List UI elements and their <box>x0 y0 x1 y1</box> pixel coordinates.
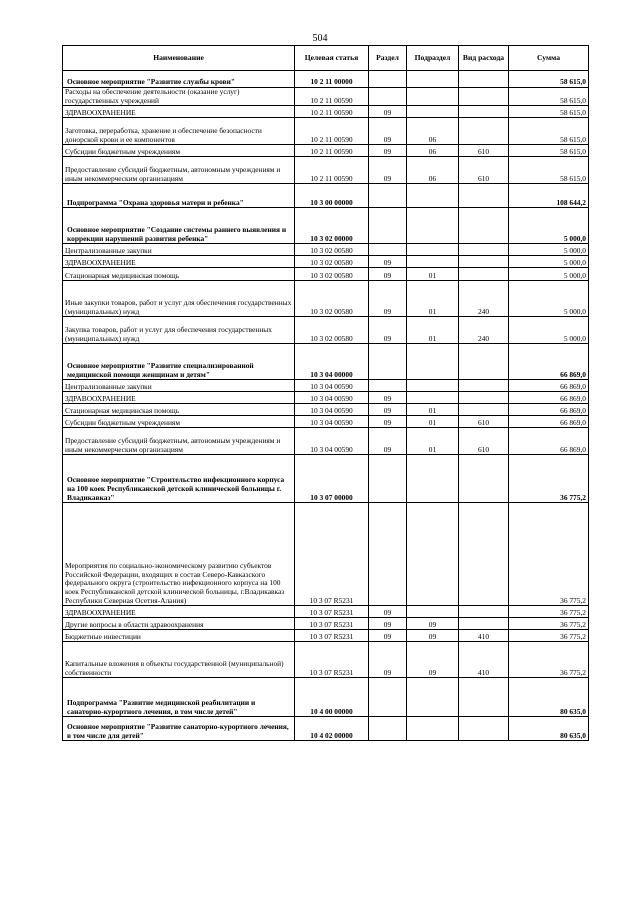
cell-code: 10 3 07 00000 <box>295 455 369 503</box>
cell-type <box>459 244 509 256</box>
cell-sum: 80 635,0 <box>509 678 589 717</box>
cell-code: 10 3 07 R5231 <box>295 606 369 618</box>
cell-section: 09 <box>369 630 407 642</box>
table-row <box>63 428 589 455</box>
cell-name: Капитальные вложения в объекты государственной (муниципальной) собственности <box>63 642 295 678</box>
cell-type: 610 <box>459 416 509 428</box>
cell-subsection: 01 <box>407 416 459 428</box>
cell-name: Бюджетные инвестиции <box>63 630 295 642</box>
table-row <box>63 145 589 157</box>
cell-subsection: 01 <box>407 428 459 455</box>
cell-type <box>459 678 509 717</box>
table-header-row <box>63 46 589 71</box>
cell-section <box>369 344 407 380</box>
table-row <box>63 118 589 145</box>
cell-type <box>459 118 509 145</box>
cell-type <box>459 618 509 630</box>
cell-type <box>459 184 509 208</box>
cell-code: 10 2 11 00000 <box>295 71 369 88</box>
table-row <box>63 416 589 428</box>
cell-section: 09 <box>369 618 407 630</box>
cell-sum: 66 869,0 <box>509 344 589 380</box>
cell-subsection: 06 <box>407 118 459 145</box>
cell-section <box>369 455 407 503</box>
cell-code: 10 4 02 00000 <box>295 717 369 741</box>
cell-subsection <box>407 71 459 88</box>
cell-type <box>459 606 509 618</box>
table-row <box>63 184 589 208</box>
cell-section: 09 <box>369 606 407 618</box>
cell-sum: 36 775,2 <box>509 618 589 630</box>
cell-subsection <box>407 88 459 106</box>
cell-code: 10 3 02 00580 <box>295 281 369 317</box>
cell-type <box>459 256 509 268</box>
cell-name: Основное мероприятие "Развитие санаторно-курортного лечения, в том числе для детей" <box>63 717 295 741</box>
cell-type <box>459 88 509 106</box>
cell-section: 09 <box>369 268 407 281</box>
cell-sum: 58 615,0 <box>509 71 589 88</box>
cell-sum: 58 615,0 <box>509 157 589 184</box>
cell-code: 10 2 11 00590 <box>295 106 369 118</box>
cell-subsection: 06 <box>407 157 459 184</box>
cell-name: Основное мероприятие "Строительство инфекционного корпуса на 100 коек Республиканской детской клинической больницы г. Владикавказ" <box>63 455 295 503</box>
cell-subsection: 01 <box>407 404 459 416</box>
cell-type <box>459 503 509 606</box>
cell-sum: 36 775,2 <box>509 630 589 642</box>
cell-sum: 5 000,0 <box>509 256 589 268</box>
cell-sum: 36 775,2 <box>509 606 589 618</box>
cell-name: Расходы на обеспечение деятельности (оказание услуг) государственных учреждений <box>63 88 295 106</box>
header-subsection: Подраздел <box>407 46 459 71</box>
cell-sum: 5 000,0 <box>509 281 589 317</box>
cell-sum: 36 775,2 <box>509 503 589 606</box>
table-row <box>63 717 589 741</box>
cell-sum: 66 869,0 <box>509 392 589 404</box>
cell-sum: 66 869,0 <box>509 428 589 455</box>
cell-subsection <box>407 256 459 268</box>
cell-name: ЗДРАВООХРАНЕНИЕ <box>63 256 295 268</box>
table-row <box>63 503 589 606</box>
cell-section: 09 <box>369 145 407 157</box>
cell-section: 09 <box>369 642 407 678</box>
cell-type: 240 <box>459 281 509 317</box>
cell-section <box>369 244 407 256</box>
cell-sum: 36 775,2 <box>509 642 589 678</box>
header-code: Целевая статья <box>295 46 369 71</box>
cell-code: 10 3 04 00590 <box>295 392 369 404</box>
table-row <box>63 157 589 184</box>
budget-table <box>62 45 589 741</box>
cell-section <box>369 717 407 741</box>
table-row <box>63 88 589 106</box>
cell-sum: 66 869,0 <box>509 416 589 428</box>
cell-section: 09 <box>369 256 407 268</box>
cell-subsection <box>407 503 459 606</box>
cell-subsection <box>407 344 459 380</box>
cell-type: 610 <box>459 428 509 455</box>
cell-code: 10 3 00 00000 <box>295 184 369 208</box>
cell-subsection: 09 <box>407 642 459 678</box>
table-row <box>63 606 589 618</box>
cell-sum: 58 615,0 <box>509 106 589 118</box>
table-row <box>63 392 589 404</box>
cell-subsection <box>407 208 459 244</box>
cell-sum: 66 869,0 <box>509 404 589 416</box>
table-row <box>63 380 589 392</box>
cell-type <box>459 455 509 503</box>
header-type: Вид расхода <box>459 46 509 71</box>
cell-sum: 66 869,0 <box>509 380 589 392</box>
table-row <box>63 71 589 88</box>
table-row <box>63 106 589 118</box>
header-section: Раздел <box>369 46 407 71</box>
cell-name: Подпрограмма "Охрана здоровья матери и ребенка" <box>63 184 295 208</box>
cell-name: Заготовка, переработка, хранение и обеспечение безопасности донорской крови и ее компонентов <box>63 118 295 145</box>
cell-sum: 80 635,0 <box>509 717 589 741</box>
cell-code: 10 3 04 00590 <box>295 380 369 392</box>
cell-code: 10 3 07 R5231 <box>295 618 369 630</box>
table-row <box>63 268 589 281</box>
cell-section: 09 <box>369 416 407 428</box>
cell-type <box>459 208 509 244</box>
cell-subsection: 06 <box>407 145 459 157</box>
cell-code: 10 2 11 00590 <box>295 118 369 145</box>
table-row <box>63 455 589 503</box>
cell-section: 09 <box>369 281 407 317</box>
cell-name: Иные закупки товаров, работ и услуг для обеспечения государственных (муниципальных) нужд <box>63 281 295 317</box>
table-row <box>63 678 589 717</box>
table-row <box>63 404 589 416</box>
cell-name: Централизованные закупки <box>63 380 295 392</box>
cell-section <box>369 184 407 208</box>
cell-section <box>369 503 407 606</box>
cell-type <box>459 344 509 380</box>
cell-name: Предоставление субсидий бюджетным, автономным учреждениям и иным некоммерческим организациям <box>63 157 295 184</box>
cell-sum: 58 615,0 <box>509 118 589 145</box>
cell-section: 09 <box>369 118 407 145</box>
cell-sum: 58 615,0 <box>509 145 589 157</box>
cell-subsection <box>407 244 459 256</box>
cell-code: 10 3 02 00580 <box>295 244 369 256</box>
cell-sum: 108 644,2 <box>509 184 589 208</box>
cell-subsection <box>407 380 459 392</box>
cell-sum: 5 000,0 <box>509 317 589 344</box>
cell-code: 10 2 11 00590 <box>295 88 369 106</box>
cell-name: Предоставление субсидий бюджетным, автономным учреждениям и иным некоммерческим организациям <box>63 428 295 455</box>
cell-section <box>369 71 407 88</box>
cell-section: 09 <box>369 157 407 184</box>
table-row <box>63 618 589 630</box>
cell-type: 610 <box>459 157 509 184</box>
cell-section: 09 <box>369 404 407 416</box>
cell-code: 10 3 02 00580 <box>295 268 369 281</box>
cell-subsection <box>407 678 459 717</box>
cell-name: ЗДРАВООХРАНЕНИЕ <box>63 392 295 404</box>
cell-code: 10 3 04 00590 <box>295 416 369 428</box>
cell-sum: 5 000,0 <box>509 268 589 281</box>
cell-name: ЗДРАВООХРАНЕНИЕ <box>63 606 295 618</box>
cell-type: 610 <box>459 145 509 157</box>
cell-name: Централизованные закупки <box>63 244 295 256</box>
cell-section: 09 <box>369 106 407 118</box>
cell-subsection <box>407 106 459 118</box>
cell-name: Субсидии бюджетным учреждениям <box>63 145 295 157</box>
table-row <box>63 642 589 678</box>
cell-code: 10 3 04 00000 <box>295 344 369 380</box>
cell-type <box>459 106 509 118</box>
cell-code: 10 3 04 00590 <box>295 404 369 416</box>
header-name: Наименование <box>63 46 295 71</box>
cell-type <box>459 71 509 88</box>
table-row <box>63 281 589 317</box>
cell-type: 240 <box>459 317 509 344</box>
cell-code: 10 2 11 00590 <box>295 145 369 157</box>
cell-section <box>369 678 407 717</box>
table-row <box>63 317 589 344</box>
table-row <box>63 630 589 642</box>
cell-sum: 5 000,0 <box>509 208 589 244</box>
table-row <box>63 344 589 380</box>
cell-section: 09 <box>369 392 407 404</box>
table-row <box>63 208 589 244</box>
page-number: 504 <box>312 33 328 44</box>
cell-subsection <box>407 606 459 618</box>
cell-subsection <box>407 455 459 503</box>
cell-name: Другие вопросы в области здравоохранения <box>63 618 295 630</box>
cell-subsection: 01 <box>407 317 459 344</box>
cell-name: Основное мероприятие "Создание системы раннего выявления и коррекции нарушений развития ребенка" <box>63 208 295 244</box>
cell-name: Субсидии бюджетным учреждениям <box>63 416 295 428</box>
table-row <box>63 244 589 256</box>
cell-section: 09 <box>369 317 407 344</box>
cell-name: Стационарная медицинская помощь <box>63 268 295 281</box>
cell-subsection: 09 <box>407 630 459 642</box>
cell-name: Закупка товаров, работ и услуг для обеспечения государственных (муниципальных) нужд <box>63 317 295 344</box>
cell-code: 10 3 02 00000 <box>295 208 369 244</box>
cell-type <box>459 268 509 281</box>
cell-subsection: 01 <box>407 268 459 281</box>
cell-section <box>369 380 407 392</box>
cell-section: 09 <box>369 428 407 455</box>
cell-section <box>369 208 407 244</box>
cell-code: 10 3 04 00590 <box>295 428 369 455</box>
cell-type <box>459 717 509 741</box>
cell-sum: 5 000,0 <box>509 244 589 256</box>
cell-subsection <box>407 184 459 208</box>
cell-name: Подпрограмма "Развитие медицинской реабилитации и санаторно-курортного лечения, в том числе детей" <box>63 678 295 717</box>
cell-subsection: 01 <box>407 281 459 317</box>
cell-subsection <box>407 717 459 741</box>
cell-subsection: 09 <box>407 618 459 630</box>
cell-code: 10 3 07 R5231 <box>295 642 369 678</box>
cell-type <box>459 380 509 392</box>
cell-type <box>459 392 509 404</box>
cell-subsection <box>407 392 459 404</box>
cell-code: 10 3 02 00580 <box>295 256 369 268</box>
cell-code: 10 3 02 00580 <box>295 317 369 344</box>
cell-sum: 36 775,2 <box>509 455 589 503</box>
cell-name: ЗДРАВООХРАНЕНИЕ <box>63 106 295 118</box>
cell-code: 10 3 07 R5231 <box>295 503 369 606</box>
cell-name: Мероприятия по социально-экономическому развитию субъектов Российской Федерации, входящих в состав Северо-Кавказского федерального округа (строительство инфекционного корпуса на 100 коек Республиканской детской клинической больницы, г.Владикавказ Республики Северная Осетия-Алания) <box>63 503 295 606</box>
cell-type: 410 <box>459 642 509 678</box>
cell-name: Основное мероприятие "Развитие службы крови" <box>63 71 295 88</box>
cell-name: Стационарная медицинская помощь <box>63 404 295 416</box>
cell-code: 10 3 07 R5231 <box>295 630 369 642</box>
cell-section <box>369 88 407 106</box>
header-sum: Сумма <box>509 46 589 71</box>
cell-type <box>459 404 509 416</box>
table-row <box>63 256 589 268</box>
cell-name: Основное мероприятие "Развитие специализированной медицинской помощи женщинам и детям" <box>63 344 295 380</box>
cell-code: 10 2 11 00590 <box>295 157 369 184</box>
cell-code: 10 4 00 00000 <box>295 678 369 717</box>
cell-type: 410 <box>459 630 509 642</box>
cell-sum: 58 615,0 <box>509 88 589 106</box>
